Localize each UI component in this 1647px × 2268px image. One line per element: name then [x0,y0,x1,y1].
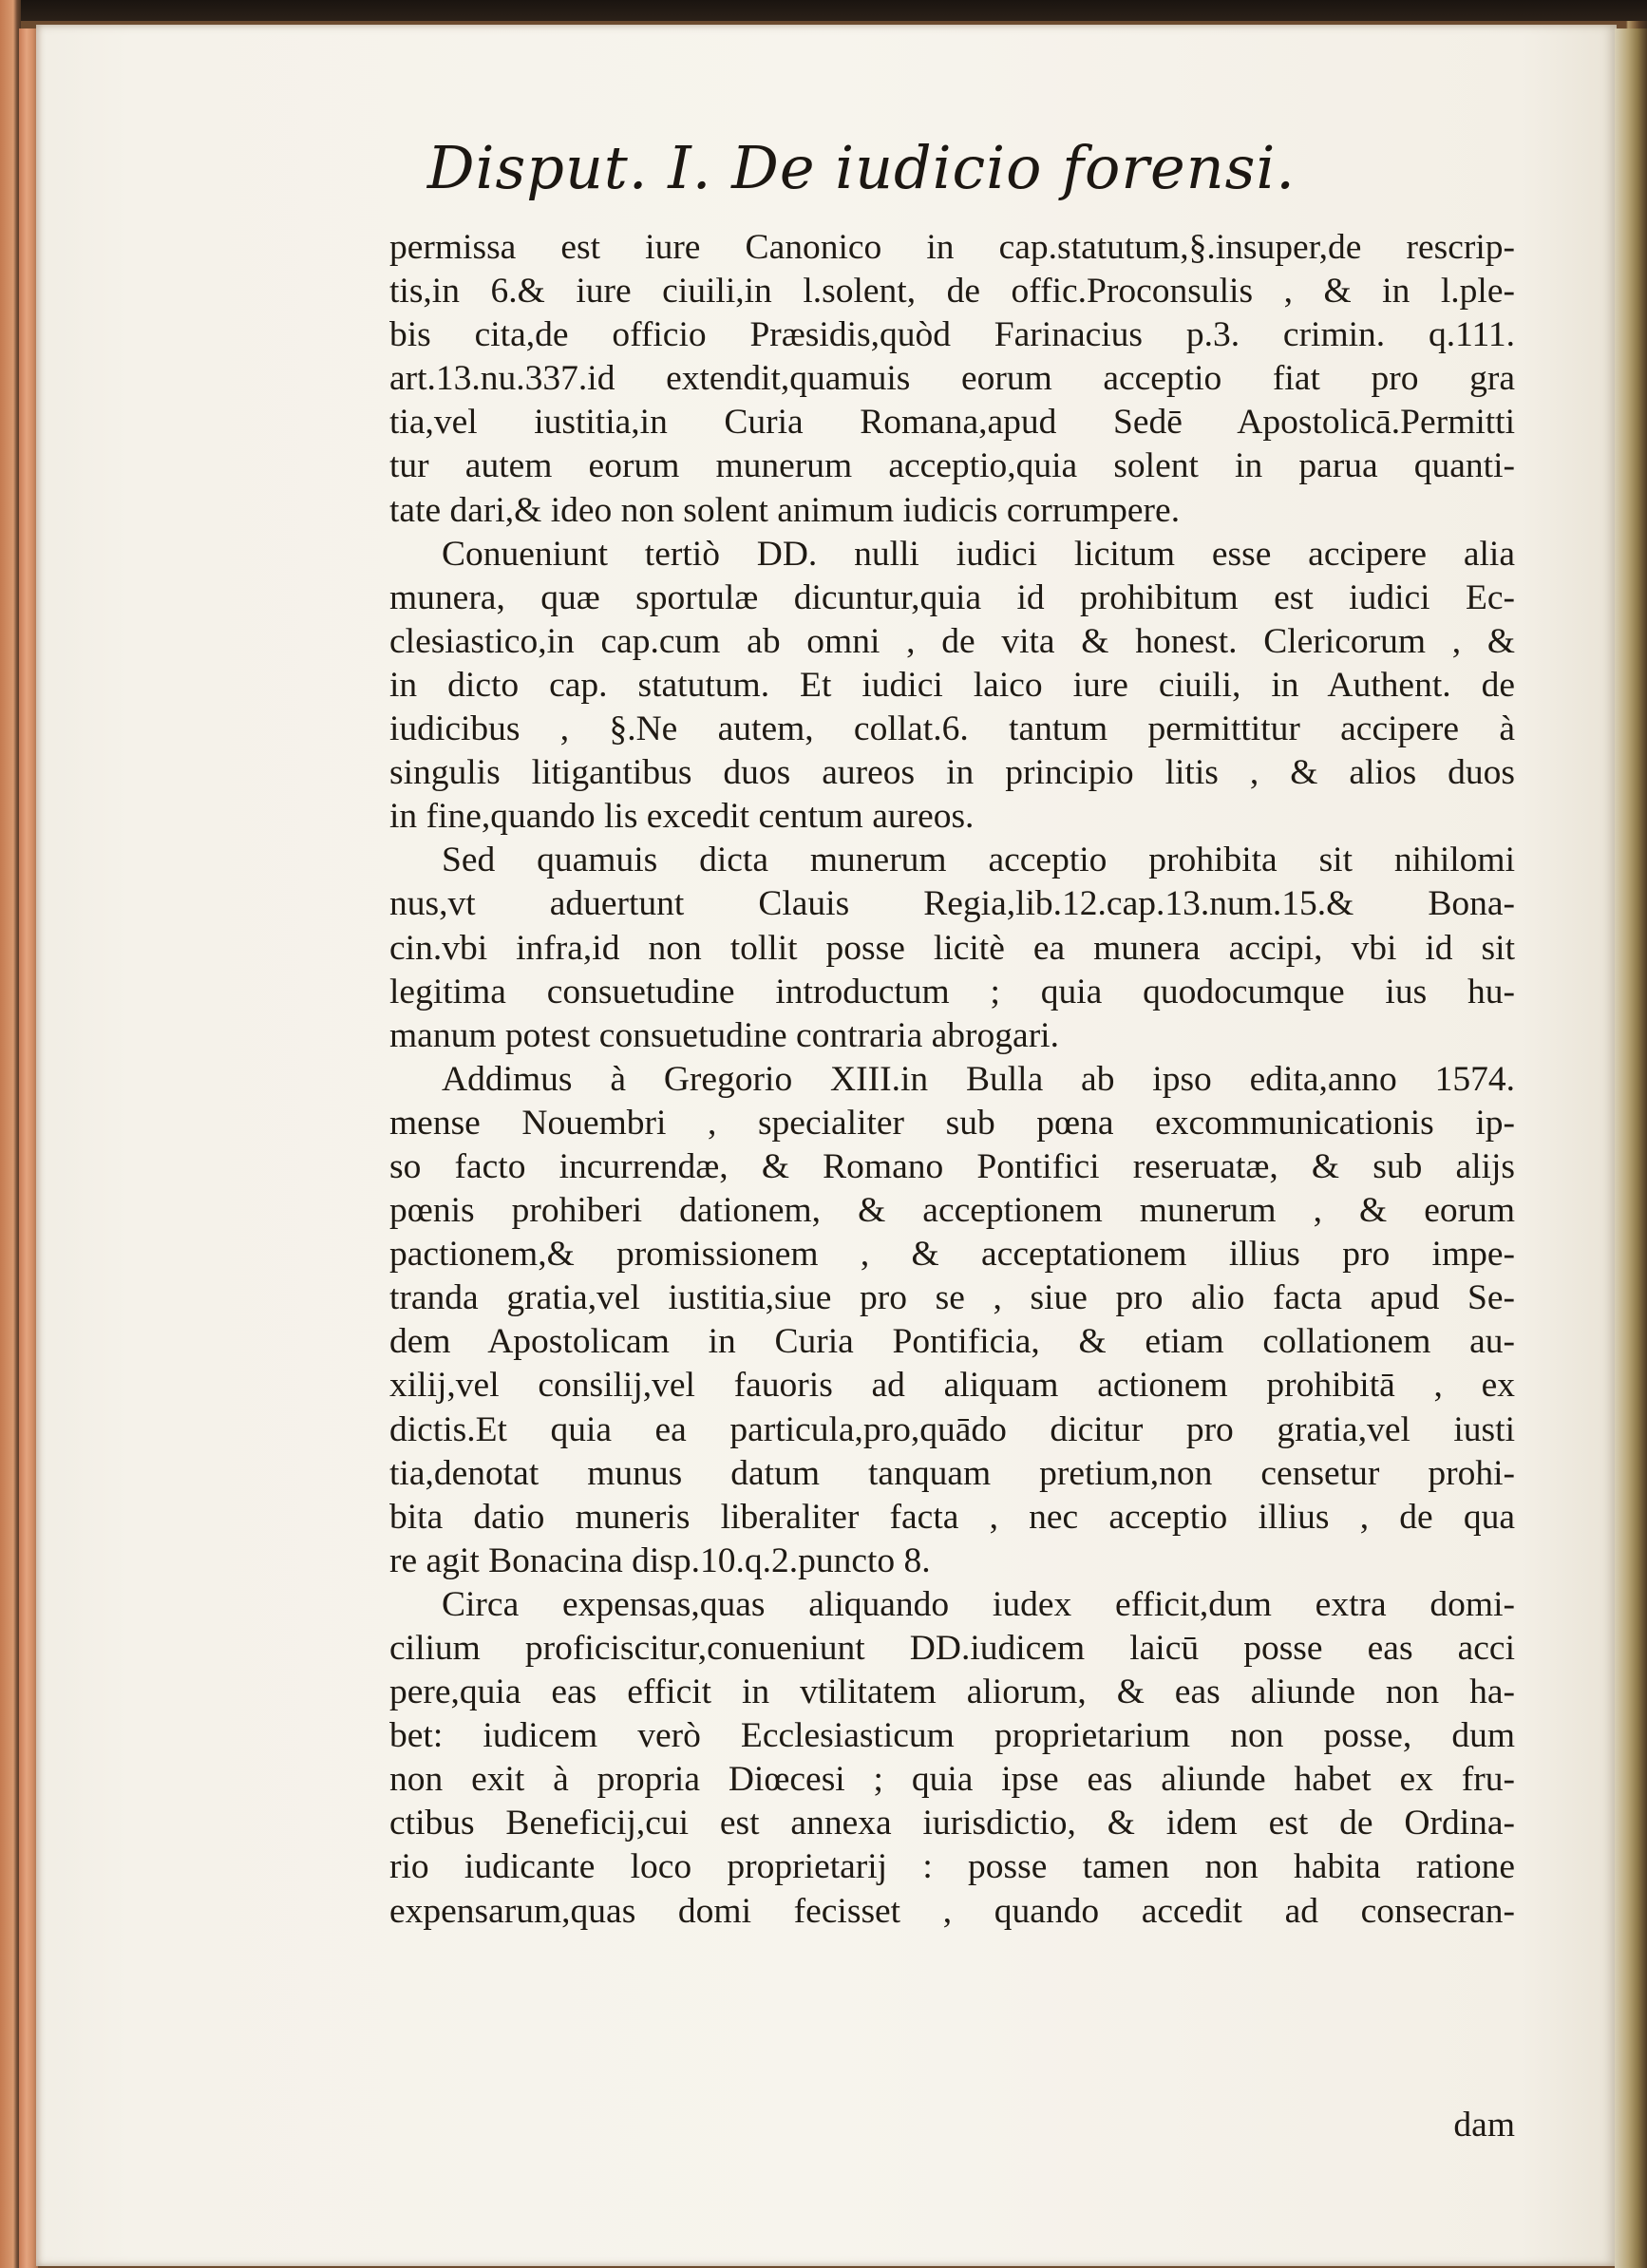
text-line: mense Nouembri , specialiter sub pœna excommunicationis ip- [389,1103,1515,1143]
text-line: cin.vbi infra,id non tollit posse licitè ea munera accipi, vbi id sit [389,928,1515,968]
text-line: bita datio muneris liberaliter facta , nec acceptio illius , de qua [389,1497,1515,1537]
text-line: rio iudicante loco proprietarij : posse tamen non habita ratione [389,1847,1515,1887]
text-line: Conueniunt tertiò DD. nulli iudici licitum esse accipere alia [442,534,1515,574]
text-line: pactionem,& promissionem , & acceptationem illius pro impe- [389,1235,1515,1275]
page-fore-edge [19,28,38,2268]
text-line: re agit Bonacina disp.10.q.2.puncto 8. [389,1540,931,1580]
binding-gutter [1615,28,1647,2268]
text-line: clesiastico,in cap.cum ab omni , de vita & honest. Clericorum , & [389,621,1515,661]
text-line: cilium proficiscitur,conueniunt DD.iudicem laicū posse eas acci [389,1629,1515,1668]
text-line: xilij,vel consilij,vel fauoris ad aliquam actionem prohibitā , ex [389,1366,1515,1406]
text-line: Circa expensas,quas aliquando iudex efficit,dum extra domi- [442,1584,1515,1624]
text-line: legitima consuetudine introductum ; quia quodocumque ius hu- [389,972,1515,1011]
text-line: pœnis prohiberi dationem, & acceptionem munerum , & eorum [389,1191,1515,1231]
text-line: Sed quamuis dicta munerum acceptio prohibita sit nihilomi [442,841,1515,880]
text-line: dem Apostolicam in Curia Pontificia, & etiam collationem au- [389,1322,1515,1362]
running-header: Disput. I. De iudicio forensi. [426,133,1296,202]
text-line: expensarum,quas domi fecisset , quando accedit ad consecran- [389,1891,1515,1931]
text-line: pere,quia eas efficit in vtilitatem aliorum, & eas aliunde non ha- [389,1673,1515,1712]
text-line: tia,vel iustitia,in Curia Romana,apud Sedē Apostolicā.Permitti [389,403,1515,443]
text-line: munera, quæ sportulæ dicuntur,quia id prohibitum est iudici Ec- [389,577,1515,617]
text-line: bis cita,de officio Præsidis,quòd Farinacius p.3. crimin. q.111. [389,315,1515,355]
text-line: tranda gratia,vel iustitia,siue pro se , siue pro alio facta apud Se- [389,1278,1515,1318]
text-line: iudicibus , §.Ne autem, collat.6. tantum permittitur accipere à [389,709,1515,749]
catchword: dam [1453,2106,1515,2145]
text-line: nus,vt aduertunt Clauis Regia,lib.12.cap.13.num.15.& Bona- [389,884,1515,924]
text-line: tate dari,& ideo non solent animum iudicis corrumpere. [389,490,1181,530]
text-line: tur autem eorum munerum acceptio,quia solent in parua quanti- [389,446,1515,486]
text-line: dictis.Et quia ea particula,pro,quādo dicitur pro gratia,vel iusti [389,1409,1515,1449]
text-line: tis,in 6.& iure ciuili,in l.solent, de offic.Proconsulis , & in l.ple- [389,272,1515,312]
text-line: manum potest consuetudine contraria abrogari. [389,1015,1059,1055]
text-line: in fine,quando lis excedit centum aureos. [389,797,975,837]
text-line: ctibus Beneficij,cui est annexa iurisdictio, & idem est de Ordina- [389,1804,1515,1843]
text-line: permissa est iure Canonico in cap.statutum,§.insuper,de rescrip- [389,228,1515,267]
body-text [389,226,1515,1934]
text-line: non exit à propria Diœcesi ; quia ipse eas aliunde habet ex fru- [389,1760,1515,1800]
text-line: tia,denotat munus datum tanquam pretium,non censetur prohi- [389,1453,1515,1493]
text-line: singulis litigantibus duos aureos in principio litis , & alios duos [389,753,1515,793]
text-line: bet: iudicem verò Ecclesiasticum proprietarium non posse, dum [389,1716,1515,1756]
text-line: so facto incurrendæ, & Romano Pontifici reseruatæ, & sub alijs [389,1146,1515,1186]
text-line: art.13.nu.337.id extendit,quamuis eorum acceptio fiat pro gra [389,359,1515,399]
text-line: Addimus à Gregorio XIII.in Bulla ab ipso edita,anno 1574. [442,1059,1515,1099]
text-line: in dicto cap. statutum. Et iudici laico iure ciuili, in Authent. de [389,665,1515,705]
